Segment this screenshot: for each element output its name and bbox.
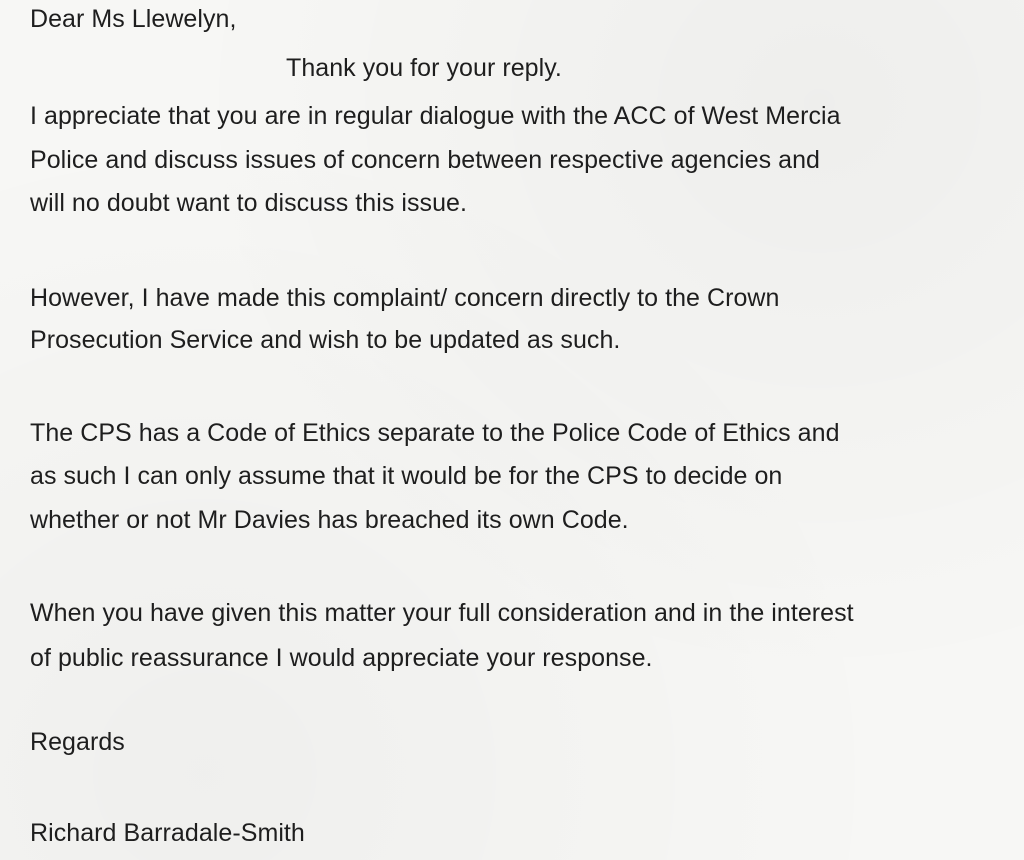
paragraph-4-line-1: When you have given this matter your full consideration and in the interest (30, 599, 854, 627)
thanks-line: Thank you for your reply. (286, 54, 562, 82)
salutation: Dear Ms Llewelyn, (30, 5, 237, 33)
paragraph-2-line-1: However, I have made this complaint/ concern directly to the Crown (30, 284, 780, 312)
paragraph-2-line-2: Prosecution Service and wish to be updated as such. (30, 326, 621, 354)
signature: Richard Barradale-Smith (30, 819, 305, 847)
paragraph-4-line-2: of public reassurance I would appreciate your response. (30, 644, 653, 672)
paragraph-3-line-2: as such I can only assume that it would be for the CPS to decide on (30, 462, 783, 490)
paragraph-3-line-1: The CPS has a Code of Ethics separate to the Police Code of Ethics and (30, 419, 840, 447)
paragraph-3-line-3: whether or not Mr Davies has breached its own Code. (30, 506, 629, 534)
paragraph-1-line-1: I appreciate that you are in regular dialogue with the ACC of West Mercia (30, 102, 841, 130)
closing: Regards (30, 728, 125, 756)
paragraph-1-line-2: Police and discuss issues of concern between respective agencies and (30, 146, 820, 174)
paragraph-1-line-3: will no doubt want to discuss this issue. (30, 189, 467, 217)
